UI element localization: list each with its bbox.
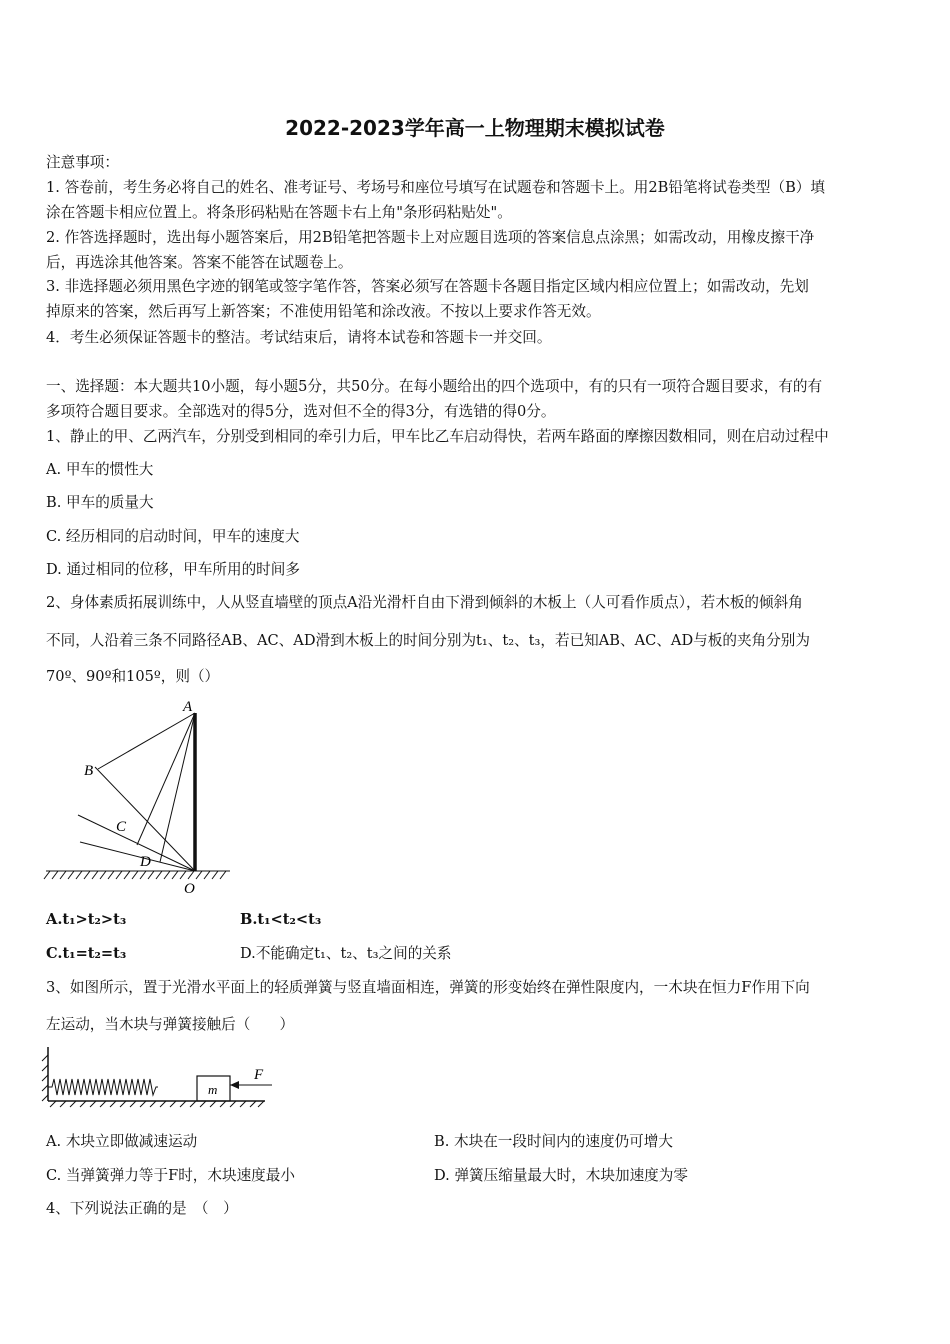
label-b: B bbox=[84, 763, 94, 779]
page-title: 2022-2023学年高一上物理期末模拟试卷 bbox=[285, 116, 665, 140]
spring bbox=[48, 1079, 158, 1095]
q1-option-c: C. 经历相同的启动时间，甲车的速度大 bbox=[46, 528, 300, 545]
notice-line: 1. 答卷前，考生务必将自己的姓名、准考证号、考场号和座位号填写在试题卷和答题卡上。用2B铅笔将试卷类型（B）填 bbox=[46, 179, 825, 196]
notice-line: 3. 非选择题必须用黑色字迹的钢笔或签字笔作答，答案必须写在答题卡各题目指定区域内相应位置上；如需改动，先划 bbox=[46, 278, 809, 295]
ground-hatching bbox=[44, 871, 226, 879]
force-arrow-head bbox=[230, 1081, 239, 1089]
label-o: O bbox=[184, 881, 195, 897]
label-d: D bbox=[140, 854, 151, 870]
section-heading: 一、选择题：本大题共10小题，每小题5分，共50分。在每小题给出的四个选项中，有的只有一项符合题目要求，有的有 bbox=[46, 378, 823, 395]
question-2-stem-2: 不同，人沿着三条不同路径AB、AC、AD滑到木板上的时间分别为t₁、t₂、t₃，若已知AB、AC、AD与板的夹角分别为 bbox=[46, 632, 810, 649]
question-3-stem-2: 左运动，当木块与弹簧接触后（ ） bbox=[46, 1016, 295, 1033]
floor-hatching bbox=[42, 1055, 264, 1107]
question-3-stem-1: 3、如图所示，置于光滑水平面上的轻质弹簧与竖直墙面相连，弹簧的形变始终在弹性限度内，一木块在恒力F作用下向 bbox=[46, 979, 810, 996]
rod-ac bbox=[137, 713, 195, 845]
section-heading-cont: 多项符合题目要求。全部选对的得5分，选对但不全的得3分，有选错的得0分。 bbox=[46, 403, 556, 420]
rod-ab bbox=[98, 713, 195, 769]
notice-line: 4．考生必须保证答题卡的整洁。考试结束后，请将本试卷和答题卡一并交回。 bbox=[46, 329, 552, 346]
label-m: m bbox=[208, 1082, 218, 1097]
q2-option-b: B.t₁<t₂<t₃ bbox=[240, 911, 322, 928]
question-2-stem-1: 2、身体素质拓展训练中，人从竖直墙壁的顶点A沿光滑杆自由下滑到倾斜的木板上（人可看作质点），若木板的倾斜角 bbox=[46, 594, 803, 611]
notice-line: 涂在答题卡相应位置上。将条形码粘贴在答题卡右上角"条形码粘贴处"。 bbox=[46, 204, 512, 221]
board-oc bbox=[78, 815, 195, 871]
q3-option-d: D. 弹簧压缩量最大时，木块加速度为零 bbox=[434, 1167, 688, 1184]
question-4-stem: 4、下列说法正确的是 （ ） bbox=[46, 1200, 238, 1217]
board-od bbox=[80, 842, 195, 871]
notice-line: 后，再选涂其他答案。答案不能答在试题卷上。 bbox=[46, 254, 353, 271]
label-a: A bbox=[183, 699, 193, 715]
q2-option-c: C.t₁=t₂=t₃ bbox=[46, 945, 127, 962]
spring-block-diagram bbox=[40, 1043, 280, 1111]
q1-option-a: A. 甲车的惯性大 bbox=[46, 461, 154, 478]
label-c: C bbox=[116, 819, 127, 835]
q2-option-d: D.不能确定t₁、t₂、t₃之间的关系 bbox=[240, 945, 452, 962]
q3-option-c: C. 当弹簧弹力等于F时，木块速度最小 bbox=[46, 1167, 295, 1184]
q3-option-a: A. 木块立即做减速运动 bbox=[46, 1133, 198, 1150]
rod-ad bbox=[160, 713, 195, 862]
question-2-stem-3: 70º、90º和105º，则（） bbox=[46, 668, 220, 685]
incline-paths-diagram bbox=[40, 695, 240, 900]
q1-option-d: D. 通过相同的位移，甲车所用的时间多 bbox=[46, 561, 300, 578]
question-1-stem: 1、静止的甲、乙两汽车，分别受到相同的牵引力后，甲车比乙车启动得快，若两车路面的摩擦因数相同，则在启动过程中 bbox=[46, 428, 829, 445]
notice-line: 2. 作答选择题时，选出每小题答案后，用2B铅笔把答题卡上对应题目选项的答案信息点涂黑；如需改动，用橡皮擦干净 bbox=[46, 229, 815, 246]
notice-line: 掉原来的答案，然后再写上新答案；不准使用铅笔和涂改液。不按以上要求作答无效。 bbox=[46, 303, 601, 320]
q1-option-b: B. 甲车的质量大 bbox=[46, 494, 154, 511]
notice-heading: 注意事项： bbox=[46, 154, 119, 171]
q3-option-b: B. 木块在一段时间内的速度仍可增大 bbox=[434, 1133, 673, 1150]
q2-option-a: A.t₁>t₂>t₃ bbox=[46, 911, 127, 928]
label-f: F bbox=[254, 1067, 264, 1083]
